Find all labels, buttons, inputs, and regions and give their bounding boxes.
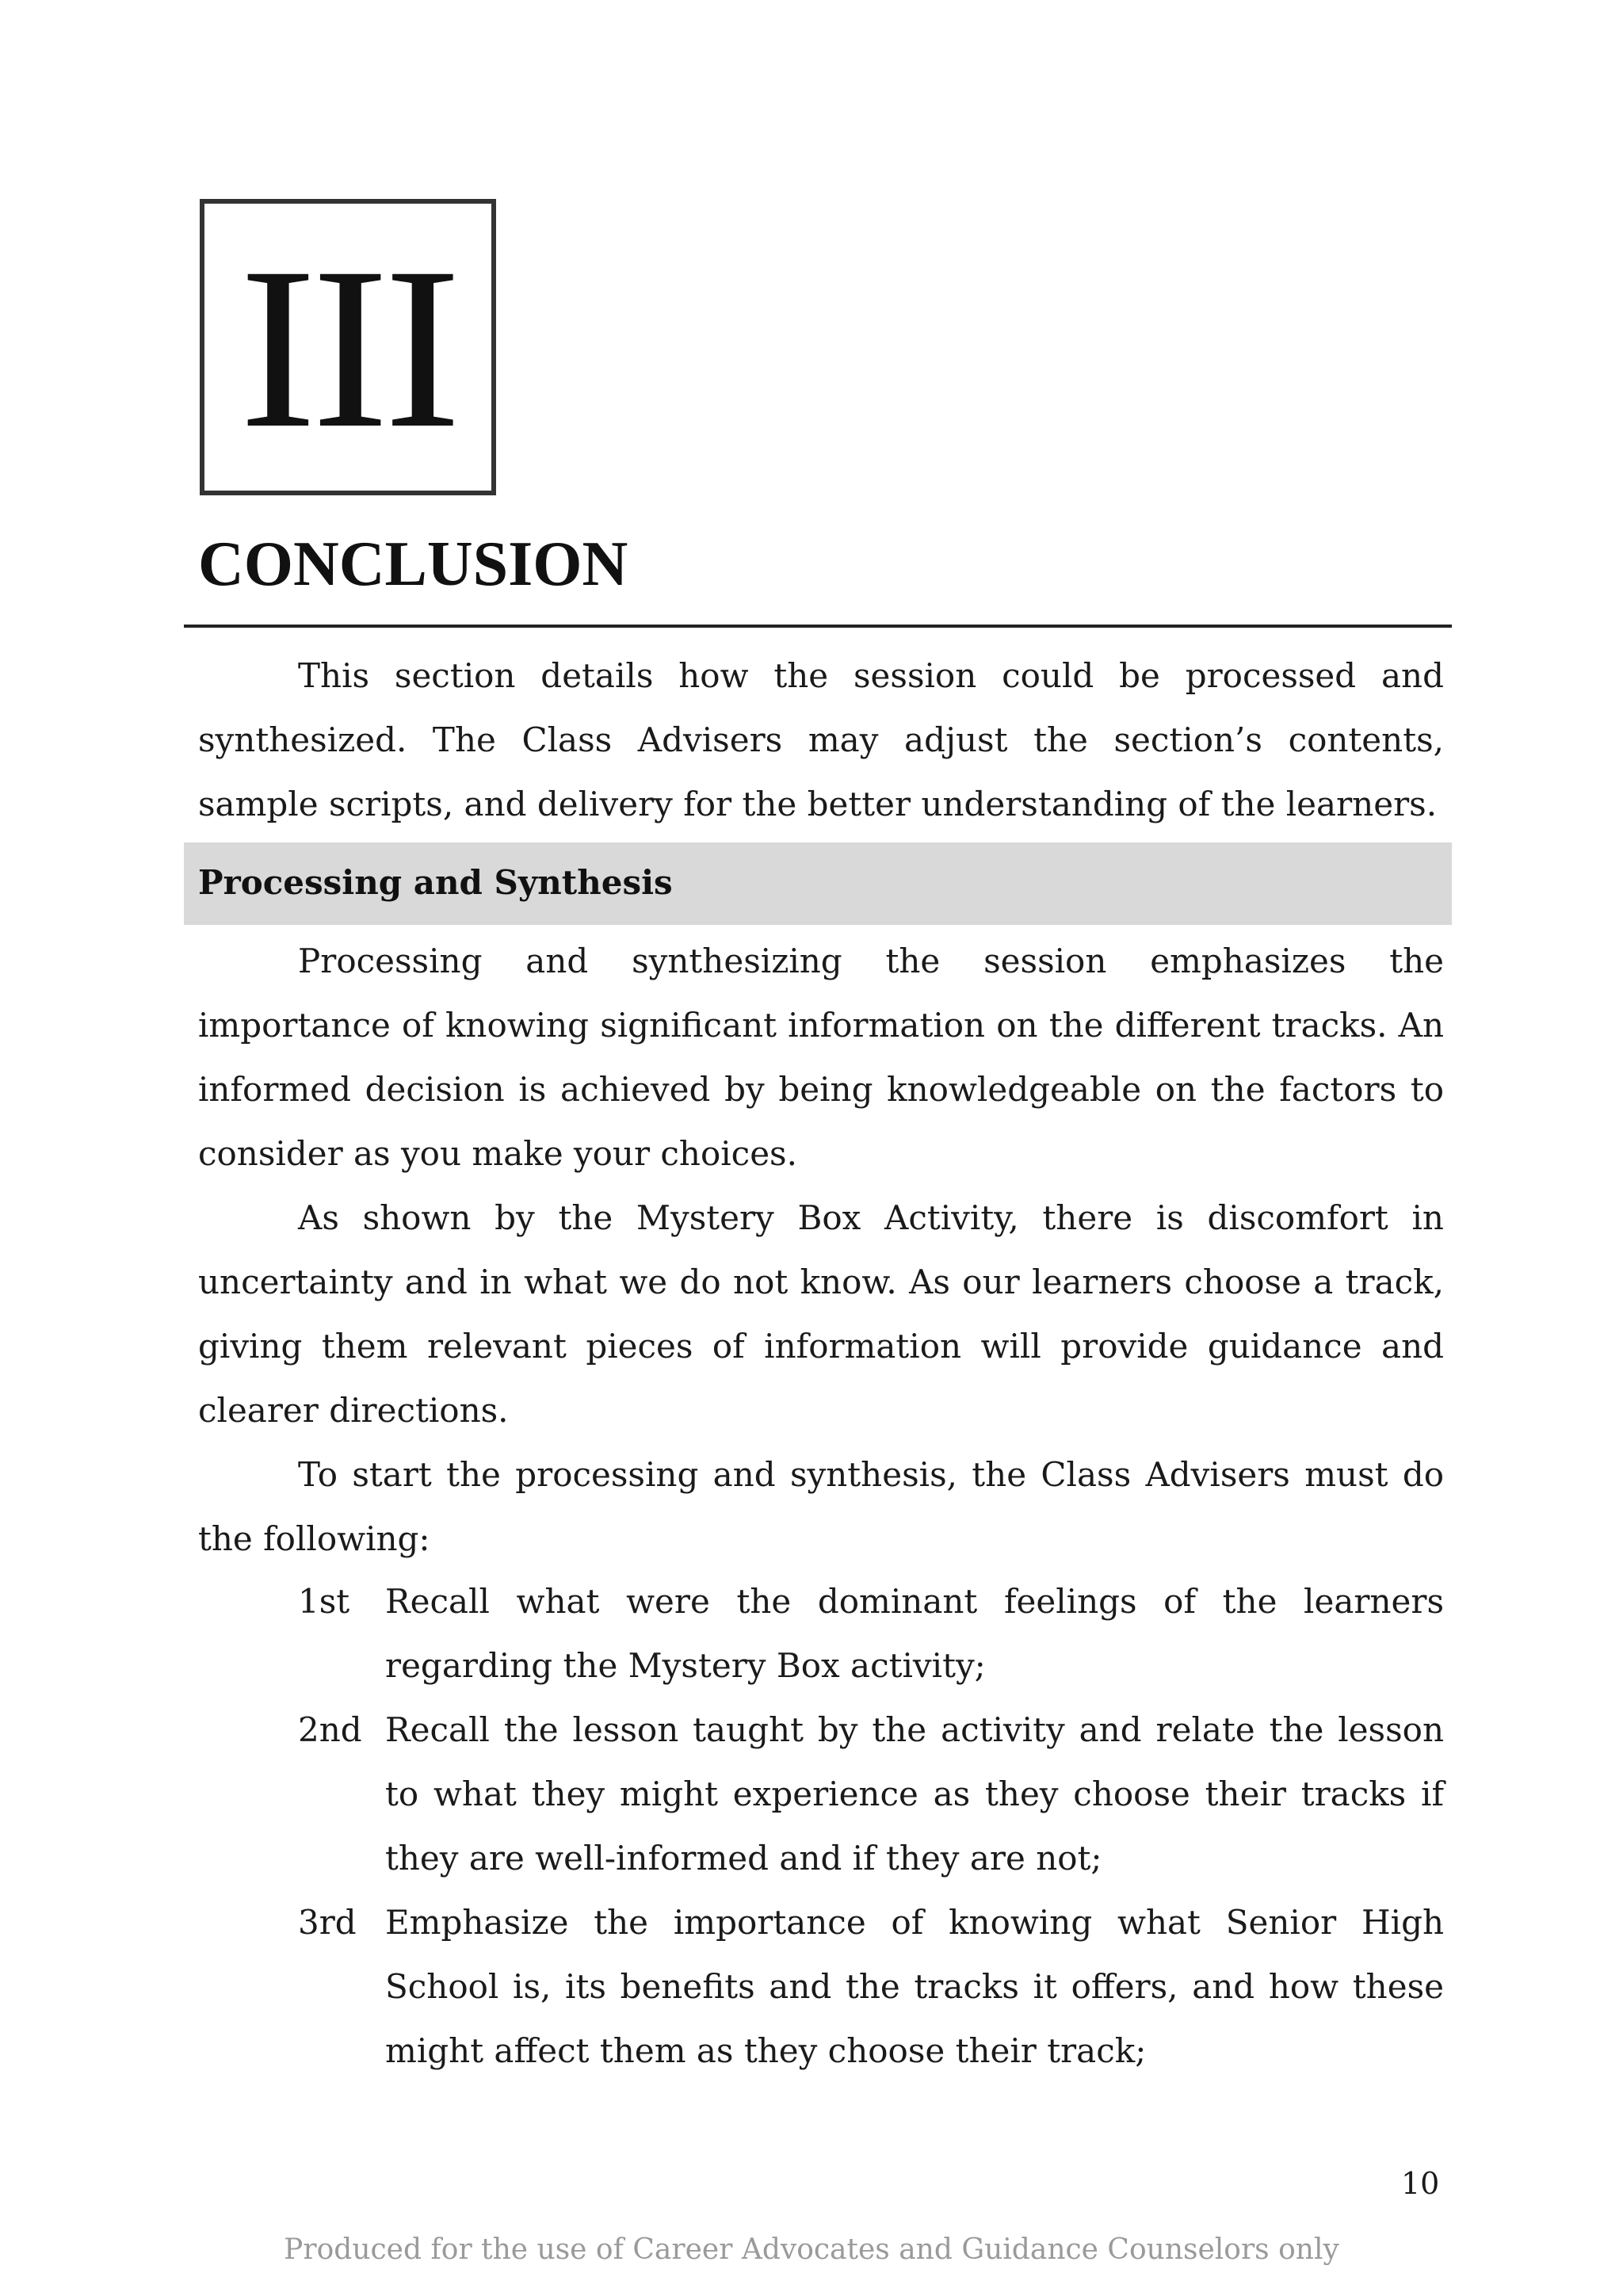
page-number: 10	[1401, 2166, 1440, 2201]
list-item	[198, 1698, 1444, 1890]
step-text: Recall the lesson taught by the activity and relate the lesson to what they might experience as they choose their tracks if they are well-informed and if they are not;	[385, 1710, 1444, 1878]
chapter-number-box	[200, 199, 496, 495]
step-label: 3rd	[298, 1903, 357, 1942]
body-paragraph-1: Processing and synthesizing the session emphasizes the importance of knowing significant information on the different tracks. An informed decision is achieved by being knowledgeable on the factors to consider as you make your choices.	[198, 942, 1444, 1173]
section-title: CONCLUSION	[198, 529, 628, 599]
body-paragraph-3: To start the processing and synthesis, the Class Advisers must do the following:	[198, 1455, 1444, 1558]
step-label: 2nd	[298, 1710, 362, 1749]
footer-note: Produced for the use of Career Advocates and Guidance Counselors only	[284, 2233, 1339, 2266]
step-text: Recall what were the dominant feelings of the learners regarding the Mystery Box activity;	[385, 1582, 1444, 1685]
body-paragraph-2: As shown by the Mystery Box Activity, there is discomfort in uncertainty and in what we do not know. As our learners choose a track, giving them relevant pieces of information will provide guidance and clearer directions.	[198, 1198, 1444, 1430]
intro-paragraph: This section details how the session could be processed and synthesized. The Class Advisers may adjust the section’s contents, sample scripts, and delivery for the better understanding of the learners.	[198, 656, 1444, 823]
title-divider	[184, 625, 1452, 628]
step-label: 1st	[298, 1582, 350, 1621]
list-item	[198, 1569, 1444, 1698]
subsection-heading: Processing and Synthesis	[198, 863, 673, 902]
steps-list	[198, 1569, 1444, 2083]
chapter-numeral: III	[239, 220, 456, 476]
step-text: Emphasize the importance of knowing what Senior High School is, its benefits and the tracks it offers, and how these might affect them as they choose their track;	[385, 1903, 1444, 2070]
list-item	[198, 1890, 1444, 2083]
